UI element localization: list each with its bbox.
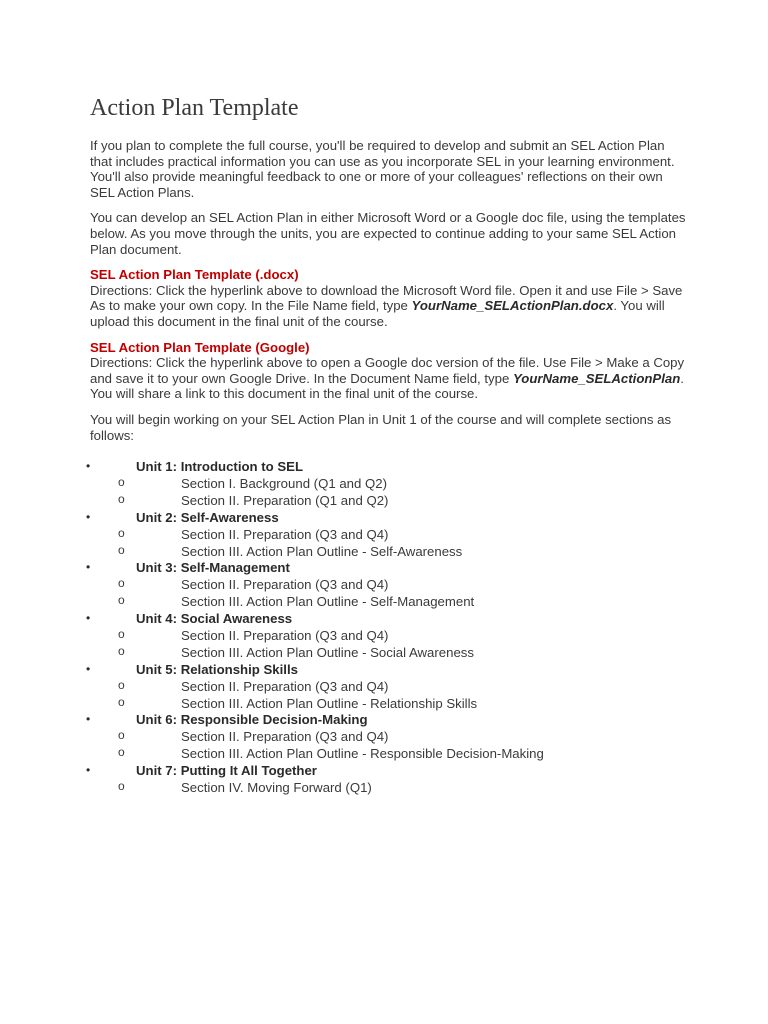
bullet-icon: •: [86, 611, 91, 626]
docx-directions-text: Directions: Click the hyperlink above to download the Microsoft Word file. Open it and use File > Save As to make your own copy. In the File Name field, type: [90, 282, 683, 314]
unit-item: [86, 712, 690, 729]
section-item: [90, 527, 690, 544]
bullet-icon: •: [86, 661, 91, 676]
unit-item: [86, 459, 690, 476]
section-item: [90, 577, 690, 594]
section-item: [90, 679, 690, 696]
section-label: Section II. Preparation (Q3 and Q4): [181, 526, 389, 542]
page-title: Action Plan Template: [90, 95, 299, 121]
unit-title: Unit 6: Responsible Decision-Making: [136, 712, 368, 728]
section-label: Section II. Preparation (Q3 and Q4): [181, 628, 389, 643]
section-label: Section III. Action Plan Outline - Responsible Decision-Making: [181, 746, 544, 762]
circle-bullet-icon: o: [118, 779, 125, 794]
unit-title: Unit 4: Social Awareness: [136, 611, 293, 627]
docx-directions-end: . You will upload this document in the final unit of the course.: [90, 298, 665, 329]
unit-title: Unit 5: Relationship Skills: [136, 661, 298, 677]
section-label: Section III. Action Plan Outline - Relationship Skills: [181, 695, 478, 711]
section-item: [90, 780, 690, 797]
google-directions-text: Directions: Click the hyperlink above to open a Google doc version of the file. Use File > Make a Copy and save it to your own Google Drive. In the Document Name field, type: [90, 355, 685, 386]
google-template-link[interactable]: SEL Action Plan Template (Google): [90, 339, 310, 355]
circle-bullet-icon: o: [118, 745, 125, 760]
circle-bullet-icon: o: [118, 542, 125, 557]
unit-title: Unit 2: Self-Awareness: [136, 509, 279, 525]
bullet-icon: •: [86, 560, 91, 575]
circle-bullet-icon: o: [118, 593, 125, 608]
section-label: Section II. Preparation (Q3 and Q4): [181, 729, 389, 745]
section-item: [90, 476, 690, 493]
section-label: Section III. Action Plan Outline - Social Awareness: [181, 644, 474, 660]
unit-title: Unit 1: Introduction to SEL: [136, 459, 304, 475]
section-label: Section III. Action Plan Outline - Self-Awareness: [181, 543, 463, 559]
section-item: [90, 746, 690, 763]
circle-bullet-icon: o: [118, 728, 125, 743]
section-item: [90, 493, 690, 510]
circle-bullet-icon: o: [118, 525, 125, 540]
unit-title: Unit 7: Putting It All Together: [136, 763, 317, 779]
section-label: Section III. Action Plan Outline - Self-Management: [181, 594, 475, 610]
docx-filename: YourName_SELActionPlan.docx: [411, 298, 614, 314]
unit-item: [86, 661, 690, 679]
section-label: Section II. Preparation (Q3 and Q4): [181, 577, 389, 593]
circle-bullet-icon: o: [118, 474, 125, 489]
units-intro-paragraph: You will begin working on your SEL Action Plan in Unit 1 of the course and will complete sections as follows:: [90, 411, 672, 443]
docx-template-block: [90, 267, 690, 329]
section-label: Section II. Preparation (Q1 and Q2): [181, 492, 389, 508]
section-item: [90, 696, 690, 713]
docx-template-link[interactable]: SEL Action Plan Template (.docx): [90, 267, 299, 283]
section-item: [90, 628, 690, 645]
unit-item: [86, 509, 690, 527]
bullet-icon: •: [86, 509, 91, 524]
circle-bullet-icon: o: [118, 694, 125, 709]
unit-item: [86, 611, 690, 628]
section-item: [90, 645, 690, 662]
circle-bullet-icon: o: [118, 677, 125, 692]
section-label: Section IV. Moving Forward (Q1): [181, 780, 372, 796]
unit-item: [86, 560, 690, 577]
google-template-block: [90, 340, 690, 402]
section-item: [90, 544, 690, 561]
google-directions-end: . You will share a link to this document in the final unit of the course.: [90, 370, 684, 402]
bullet-icon: •: [86, 712, 91, 727]
section-label: Section I. Background (Q1 and Q2): [181, 475, 387, 491]
section-item: [90, 729, 690, 746]
units-list: [86, 459, 690, 797]
section-item: [90, 594, 690, 611]
bullet-icon: •: [86, 763, 91, 778]
circle-bullet-icon: o: [118, 643, 125, 658]
circle-bullet-icon: o: [118, 576, 125, 591]
circle-bullet-icon: o: [118, 627, 125, 641]
bullet-icon: •: [86, 459, 91, 474]
section-label: Section II. Preparation (Q3 and Q4): [181, 678, 389, 694]
template-choice-paragraph: You can develop an SEL Action Plan in either Microsoft Word or a Google doc file, using the templates below. As you move through the units, you are expected to continue adding to your same SEL Action Plan document.: [90, 210, 686, 257]
unit-item: [86, 763, 690, 780]
intro-paragraph: If you plan to complete the full course, you'll be required to develop and submit an SEL Action Plan that includes practical information you can use as you incorporate SEL in your learning environment. You'll also provide meaningful feedback to one or more of your colleagues' reflections on their own SEL Action Plans.: [90, 138, 675, 200]
unit-title: Unit 3: Self-Management: [136, 560, 290, 576]
google-doc-name: YourName_SELActionPlan: [512, 370, 681, 386]
document-page: [86, 94, 690, 797]
circle-bullet-icon: o: [118, 491, 125, 506]
